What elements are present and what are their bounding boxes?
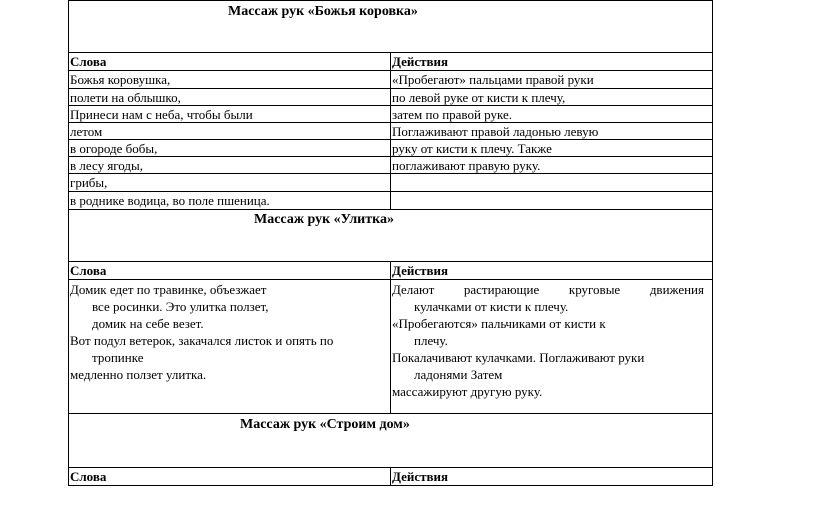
text-line: массажируют другую руку. (392, 384, 543, 399)
table-cell-words: грибы, (70, 175, 108, 190)
column-divider (390, 261, 391, 413)
table-cell-actions: по левой руке от кисти к плечу, (392, 90, 566, 105)
table-cell-words: Принеси нам с неба, чтобы были (70, 107, 253, 122)
divider (68, 279, 713, 280)
text-line: медленно ползет улитка. (70, 367, 207, 382)
row-divider (68, 156, 713, 157)
text-line: все росинки. Это улитка ползет, (92, 299, 269, 314)
section-title: Массаж рук «Строим дом» (240, 417, 410, 432)
column-divider (390, 52, 391, 209)
table-cell-words: летом (70, 124, 103, 139)
table-cell-words: в роднике водица, во поле пшеница. (70, 193, 270, 208)
word: Делают (392, 282, 435, 297)
word: движения (649, 282, 704, 297)
row-divider (68, 173, 713, 174)
row-divider (68, 122, 713, 123)
divider (68, 209, 713, 210)
section-title: Массаж рук «Улитка» (254, 212, 394, 227)
column-header-actions: Действия (392, 54, 449, 69)
section-title: Массаж рук «Божья коровка» (228, 4, 418, 19)
table-cell-actions: затем по правой руке. (392, 107, 513, 122)
text-line: плечу. (414, 333, 448, 348)
word: растирающие (463, 282, 540, 297)
text-line: тропинке (92, 350, 144, 365)
text-line: кулачками от кисти к плечу. (414, 299, 569, 314)
column-divider (390, 467, 391, 486)
table-cell-actions: руку от кисти к плечу. Также (392, 141, 552, 156)
text-line: Домик едет по травинке, объезжает (70, 282, 267, 297)
text-line: Покалачивают кулачками. Поглаживают руки (392, 350, 645, 365)
column-header-words: Слова (70, 54, 107, 69)
words-text-block (70, 281, 333, 383)
text-line: ладонями Затем (414, 367, 503, 382)
word: круговые (568, 282, 621, 297)
divider (68, 413, 713, 414)
column-header-words: Слова (70, 263, 107, 278)
table-cell-words: полети на облышко, (70, 90, 181, 105)
text-line: домик на себе везет. (92, 316, 204, 331)
table-border-top (68, 0, 713, 1)
column-header-actions: Действия (392, 263, 449, 278)
table-cell-words: Божья коровушка, (70, 72, 171, 87)
text-line: Вот подул ветерок, закачался листок и опять по (70, 333, 334, 348)
table-cell-actions: Поглаживают правой ладонью левую (392, 124, 599, 139)
column-header-words: Слова (70, 469, 107, 484)
table-cell-words: в лесу ягоды, (70, 158, 144, 173)
actions-text-block (392, 281, 704, 400)
text-line-justified (392, 281, 704, 298)
column-header-actions: Действия (392, 469, 449, 484)
table-cell-words: в огороде бобы, (70, 141, 158, 156)
table-cell-actions: поглаживают правую руку. (392, 158, 541, 173)
document-page (68, 0, 713, 486)
table-cell-actions: «Пробегают» пальцами правой руки (392, 72, 594, 87)
row-divider (68, 139, 713, 140)
text-line: «Пробегаются» пальчиками от кисти к (392, 316, 606, 331)
